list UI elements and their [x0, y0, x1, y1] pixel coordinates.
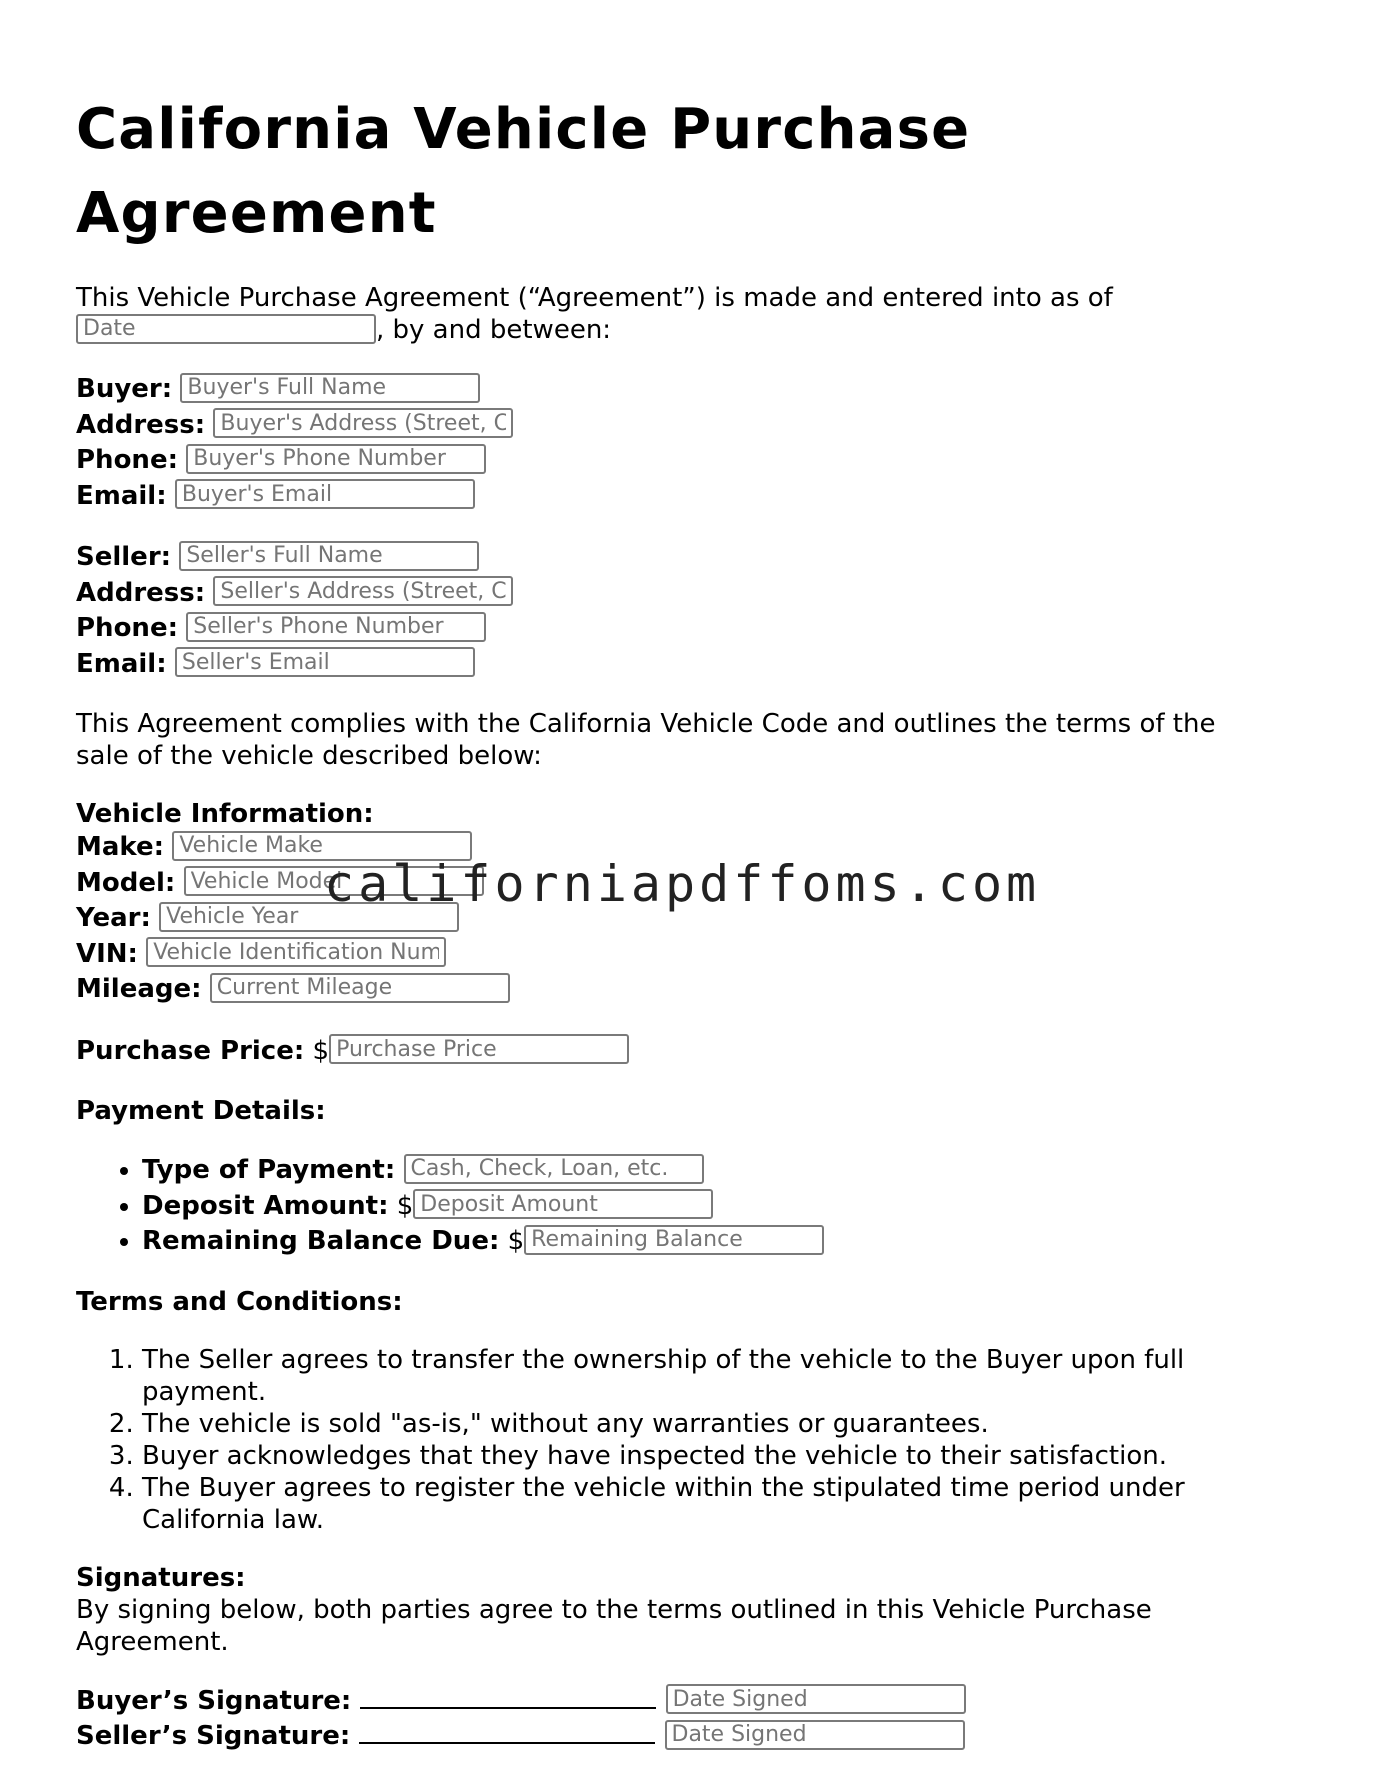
seller-signature-line[interactable] [359, 1720, 655, 1744]
balance-input[interactable] [524, 1225, 824, 1255]
buyer-name-row [76, 372, 1296, 408]
seller-signature-row [76, 1719, 1296, 1755]
intro-text-before: This Vehicle Purchase Agreement (“Agreement”) is made and entered into as of [76, 283, 1113, 313]
vehicle-vin-row [76, 937, 1296, 973]
seller-email-label: Email: [76, 648, 167, 679]
buyer-phone-row [76, 443, 1296, 479]
buyer-label: Buyer: [76, 374, 173, 404]
seller-name-input[interactable] [179, 541, 479, 571]
payment-type-input[interactable] [404, 1154, 704, 1184]
buyer-email-input[interactable] [175, 479, 475, 509]
deposit-input[interactable] [413, 1189, 713, 1219]
compliance-paragraph: This Agreement complies with the California Vehicle Code and outlines the terms of the sale of the vehicle described below: [76, 709, 1216, 771]
seller-signature-label: Seller’s Signature: [76, 1721, 351, 1751]
vin-label: VIN: [76, 938, 138, 969]
terms-list [76, 1344, 1302, 1536]
buyer-name-input[interactable] [180, 373, 480, 403]
seller-name-row [76, 540, 1296, 576]
seller-phone-input[interactable] [186, 612, 486, 642]
terms-item: 3. Buyer acknowledges that they have inspected the vehicle to their satisfaction. [142, 1440, 1302, 1472]
seller-address-input[interactable] [213, 576, 513, 606]
buyer-section [76, 372, 1296, 514]
document-page [76, 88, 1296, 1755]
buyer-email-label: Email: [76, 480, 167, 511]
deposit-item [142, 1189, 1296, 1225]
seller-email-input[interactable] [175, 647, 475, 677]
seller-phone-label: Phone: [76, 613, 178, 643]
payment-list [76, 1153, 1296, 1260]
seller-email-row [76, 647, 1296, 683]
seller-address-label: Address: [76, 577, 206, 608]
purchase-price-currency: $ [312, 1035, 330, 1066]
seller-section [76, 540, 1296, 682]
terms-item: 2. The vehicle is sold "as-is," without any warranties or guarantees. [142, 1408, 1302, 1440]
make-label: Make: [76, 832, 165, 862]
seller-phone-row [76, 611, 1296, 647]
model-label: Model: [76, 867, 176, 898]
buyer-address-input[interactable] [213, 408, 513, 438]
mileage-input[interactable] [210, 973, 510, 1003]
buyer-signature-row [76, 1684, 1296, 1720]
buyer-signature-line[interactable] [360, 1685, 656, 1709]
deposit-label: Deposit Amount: [142, 1190, 389, 1221]
buyer-signature-label: Buyer’s Signature: [76, 1685, 352, 1716]
buyer-address-label: Address: [76, 409, 206, 440]
buyer-date-signed-input[interactable] [666, 1684, 966, 1714]
seller-address-row [76, 576, 1296, 612]
balance-label: Remaining Balance Due: [142, 1226, 500, 1256]
payment-type-label: Type of Payment: [142, 1155, 396, 1185]
signatures-heading: Signatures: [76, 1562, 246, 1593]
buyer-email-row [76, 479, 1296, 515]
year-label: Year: [76, 903, 151, 933]
balance-currency: $ [507, 1226, 525, 1256]
terms-item: 1. The Seller agrees to transfer the ownership of the vehicle to the Buyer upon full payment. [142, 1344, 1302, 1408]
buyer-phone-input[interactable] [186, 444, 486, 474]
signature-block [76, 1684, 1296, 1755]
document-title: California Vehicle Purchase Agreement [76, 97, 971, 246]
deposit-currency: $ [396, 1190, 414, 1221]
agreement-date-input[interactable] [76, 314, 376, 344]
purchase-price-label: Purchase Price: [76, 1035, 305, 1066]
buyer-phone-label: Phone: [76, 445, 178, 475]
payment-heading: Payment Details: [76, 1096, 326, 1126]
purchase-price-row [76, 1034, 1296, 1070]
signatures-text: By signing below, both parties agree to the terms outlined in this Vehicle Purchase Agreement. [76, 1594, 1152, 1657]
vin-input[interactable] [146, 937, 446, 967]
seller-label: Seller: [76, 542, 172, 572]
payment-type-item [142, 1153, 1296, 1189]
terms-heading: Terms and Conditions: [76, 1286, 403, 1317]
intro-text-after: , by and between: [376, 315, 612, 345]
seller-date-signed-input[interactable] [665, 1720, 965, 1750]
purchase-price-input[interactable] [329, 1034, 629, 1064]
terms-item: 4. The Buyer agrees to register the vehicle within the stipulated time period under California law. [142, 1472, 1302, 1536]
mileage-label: Mileage: [76, 974, 202, 1004]
intro-paragraph [76, 282, 1176, 346]
vehicle-heading: Vehicle Information: [76, 799, 374, 829]
watermark-text: californiapdffoms.com [324, 855, 1041, 913]
buyer-address-row [76, 408, 1296, 444]
vehicle-mileage-row [76, 972, 1296, 1008]
balance-item [142, 1224, 1296, 1260]
